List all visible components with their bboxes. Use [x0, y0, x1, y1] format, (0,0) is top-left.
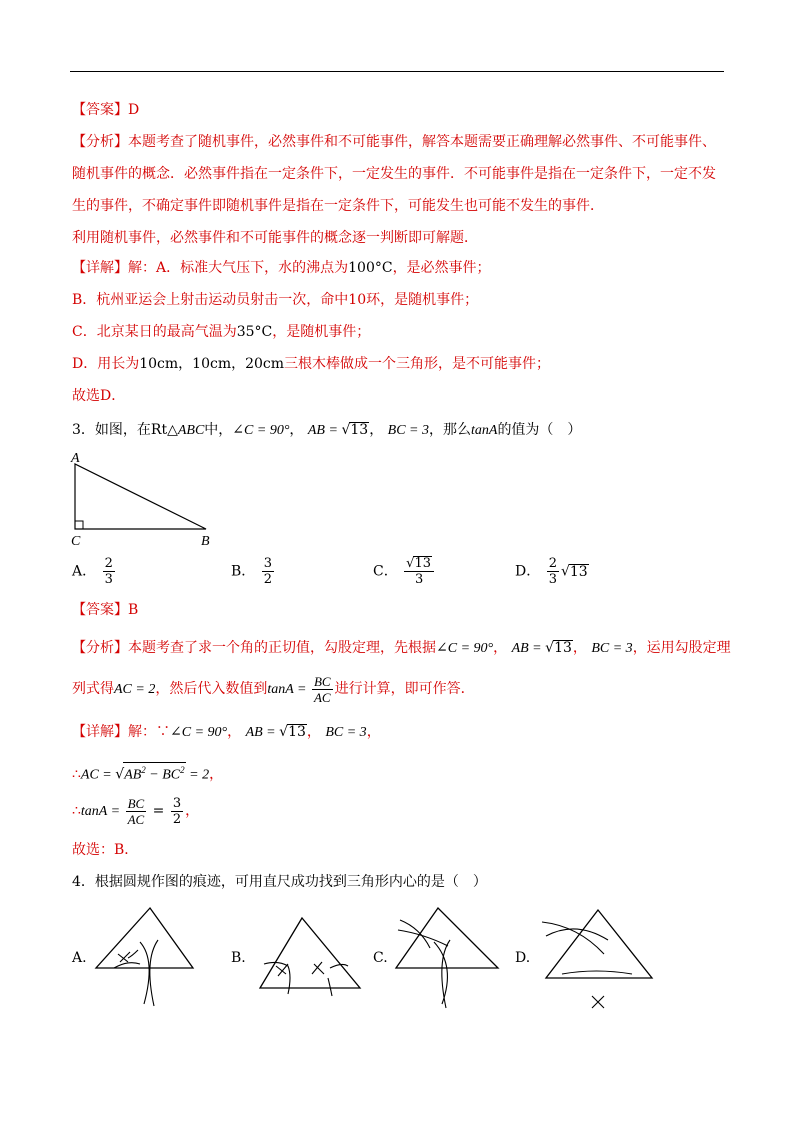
therefore-symbol: ∴: [72, 766, 81, 783]
denominator: 2: [263, 572, 273, 587]
answer-tag: 【答案】: [72, 102, 128, 118]
bc-value: BC = 3: [591, 641, 633, 656]
separator: ，: [227, 724, 242, 740]
radicand: 13: [554, 640, 572, 656]
radicand: 13: [569, 563, 588, 580]
therefore-symbol: ∴: [72, 803, 81, 819]
answer-tag: 【答案】: [72, 602, 128, 618]
denominator: 2: [172, 811, 182, 827]
denominator: 3: [104, 572, 113, 587]
angle-c: ∠C = 90°: [170, 725, 228, 740]
separator: ，: [185, 803, 200, 819]
option-label: B．: [231, 563, 256, 580]
option-label: A．: [72, 563, 97, 580]
radicand-ab: AB: [124, 767, 142, 783]
q3-step-2: [72, 794, 199, 829]
numerator: 2: [104, 556, 113, 571]
detail-a-suffix: ，是必然事件；: [392, 260, 491, 276]
q3-step-1: ∴AC = $√AB^2 - BC^2 = 2$，: [72, 762, 223, 786]
separator: ，: [231, 356, 246, 372]
bc-value: BC = 3: [325, 725, 367, 740]
q4-stem: 4．根据圆规作图的痕迹，可用直尺成功找到三角形内心的是（ ）: [72, 874, 487, 890]
equals-two: = 2: [185, 767, 210, 783]
q4-figure-b: [248, 900, 368, 1010]
numerator: 3: [172, 795, 182, 811]
q4-option-c-label[interactable]: C.: [373, 950, 388, 966]
detail-d-text: D．用长为: [72, 356, 140, 372]
boiling-point-value: 100°C: [348, 260, 393, 276]
stem-text: 的值为（ ）: [497, 422, 582, 438]
header-rule: [70, 71, 724, 72]
triangle-name: ABC: [177, 423, 205, 438]
separator: ，: [493, 640, 508, 656]
ac-label: AC =: [80, 767, 116, 783]
q4-option-d-label[interactable]: D.: [515, 950, 531, 966]
tan-a: tanA =: [80, 804, 124, 819]
detail-d-suffix: 三根木棒做成一个三角形，是不可能事件；: [284, 356, 551, 372]
q3-choose: 故选：B．: [72, 842, 139, 858]
q3-option-d[interactable]: D． $\frac{2}{3}$ √13: [515, 556, 588, 587]
q2-answer: [72, 100, 139, 120]
answer-value: B: [128, 602, 139, 618]
separator: ，: [369, 422, 384, 438]
separator: ，: [366, 724, 381, 740]
detail-tag: 【详解】: [72, 724, 128, 740]
equals: =: [148, 803, 169, 819]
q3-analysis-line-2: [72, 672, 475, 707]
q3-answer: [72, 600, 138, 620]
analysis-text: 本题考查了求一个角的正切值，勾股定理，先根据: [128, 640, 436, 656]
radicand-bc: − BC: [145, 767, 181, 783]
numerator: 2: [548, 556, 557, 571]
q2-detail-a: [72, 258, 491, 278]
separator: ，: [306, 724, 321, 740]
stem-text: 中，: [204, 422, 233, 438]
tan-a: tanA =: [267, 682, 310, 697]
q3-stem: 3．如图，在Rt△ABC中，∠C = 90°， AB = √13， BC = 3，那么tanA的值为（ ）: [72, 422, 582, 438]
q2-analysis-line-1: [72, 132, 716, 152]
numerator: 13: [414, 556, 432, 571]
q2-detail-b: B．杭州亚运会上射击运动员射击一次，命中10环，是随机事件；: [72, 292, 479, 308]
denominator: AC: [127, 811, 145, 827]
analysis-tag: 【分析】: [72, 640, 128, 656]
numerator: 3: [263, 556, 273, 571]
detail-c-text: C．北京某日的最高气温为: [72, 324, 237, 340]
ac-value: AC = 2: [114, 682, 156, 697]
answer-value: D: [128, 102, 140, 118]
length-value-1: 10cm: [139, 356, 179, 372]
angle-c: ∠C = 90°: [436, 641, 494, 656]
q4-figure-c: [390, 900, 510, 1010]
length-value-2: 10cm: [192, 356, 232, 372]
denominator: 3: [548, 572, 557, 587]
q3-option-b[interactable]: [231, 556, 276, 587]
separator: ，: [289, 422, 304, 438]
q4-option-a-label[interactable]: A.: [72, 950, 87, 966]
ab-label: AB =: [307, 423, 342, 438]
numerator: BC: [127, 795, 145, 811]
option-label: D．: [515, 563, 541, 580]
separator: ，: [178, 356, 193, 372]
stem-text: ，那么: [428, 422, 471, 438]
q4-figure-a: [88, 900, 198, 1010]
ab-label: AB =: [245, 725, 280, 740]
vertex-label-b: B: [201, 534, 210, 549]
radicand: 13: [350, 422, 369, 438]
option-label: C．: [373, 563, 398, 580]
radicand: 13: [288, 724, 306, 740]
q4-figure-d: [532, 900, 662, 1010]
numerator: BC: [313, 673, 331, 689]
length-value-3: 20cm: [245, 356, 285, 372]
denominator: 3: [414, 572, 424, 587]
q2-analysis-line-2: 随机事件的概念．必然事件指在一定条件下，一定发生的事件．不可能事件是指在一定条件下，一定不发: [72, 166, 716, 182]
analysis-text: 列式得: [72, 681, 114, 697]
analysis-text: 本题考查了随机事件，必然事件和不可能事件，解答本题需要正确理解必然事件、不可能事件、: [128, 134, 716, 150]
right-triangle-figure: [66, 446, 216, 550]
tan-a: tanA: [470, 423, 498, 438]
angle-c: ∠C = 90°: [232, 423, 290, 438]
separator: ，: [572, 640, 587, 656]
denominator: AC: [313, 689, 331, 705]
ab-label: AB =: [511, 641, 546, 656]
q2-analysis-line-3: 生的事件，不确定事件即随机事件是指在一定条件下，可能发生也可能不发生的事件．: [72, 198, 604, 214]
detail-text: 解：∵: [128, 724, 170, 740]
q2-detail-d: [72, 354, 550, 374]
q3-detail: 【详解】解：∵∠C = 90°， AB = √13， BC = 3，: [72, 724, 381, 740]
q3-analysis-line-1: 【分析】本题考查了求一个角的正切值，勾股定理，先根据∠C = 90°， AB = √13， BC = 3，运用勾股定理: [72, 640, 731, 656]
analysis-text: 进行计算，即可作答．: [334, 681, 475, 697]
detail-c-suffix: ，是随机事件；: [272, 324, 371, 340]
q4-option-b-label[interactable]: B.: [231, 950, 246, 966]
vertex-label-c: C: [71, 534, 81, 549]
detail-tag: 【详解】: [72, 260, 128, 276]
q2-detail-c: [72, 322, 370, 342]
separator: ，: [209, 766, 224, 783]
analysis-text: ，运用勾股定理: [632, 640, 731, 656]
q2-analysis-line-4: 利用随机事件，必然事件和不可能事件的概念逐一判断即可解题．: [72, 230, 478, 246]
stem-text: 3．如图，在Rt△: [72, 422, 178, 438]
q3-option-a[interactable]: [72, 556, 117, 587]
q2-choose: 故选D．: [72, 388, 126, 404]
temperature-value: 35°C: [236, 324, 273, 340]
bc-value: BC = 3: [387, 423, 429, 438]
q3-option-c[interactable]: C． $\frac{√13}{3}$: [373, 556, 436, 587]
detail-a-text: 解：A．标准大气压下，水的沸点为: [128, 260, 349, 276]
analysis-text: ，然后代入数值到: [155, 681, 268, 697]
vertex-label-a: A: [71, 451, 80, 466]
analysis-tag: 【分析】: [72, 134, 128, 150]
